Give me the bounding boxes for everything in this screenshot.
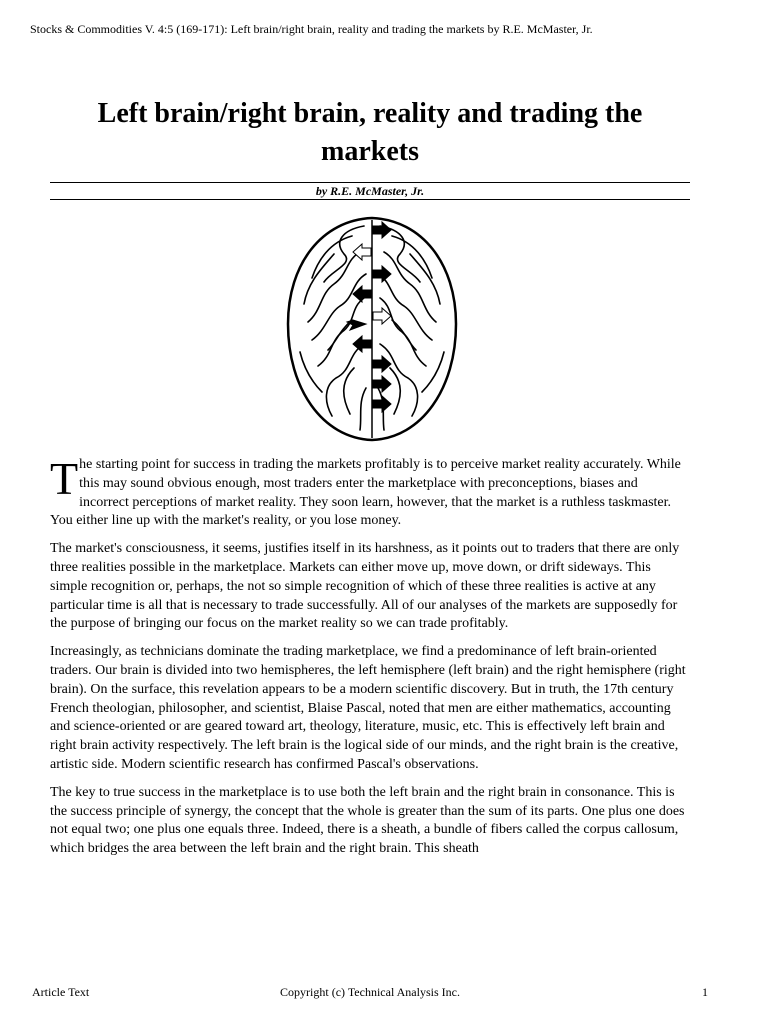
paragraph: The market's consciousness, it seems, justifies itself in its harshness, as it points out to traders that there are only three realities possible in the marketplace. Markets can either move up, move down, or drift sideways. This simple recognition or, perhaps, the not so simple recognition of which of these three realities is active at any particular time is all that is necessary to trade successfully. All of our analyses of the markets are supposedly for the purpose of bringing our focus on the market reality so we can trade profitably. [50, 541, 680, 632]
paragraph: The key to true success in the marketplace is to use both the left brain and the right brain in consonance. This is the success principle of synergy, the concept that the whole is greater than the sum of its parts. One plus one does not equal two; one plus one equals three. Indeed, there is a sheath, a bundle of fibers called the corpus callosum, which bridges the area between the left brain and the right brain. This sheath [50, 784, 685, 857]
title-rule-top [50, 182, 690, 183]
article-title: Left brain/right brain, reality and trading the markets [97, 98, 643, 167]
drop-cap: T [50, 453, 79, 504]
article-byline: by R.E. McMaster, Jr. [315, 184, 425, 198]
paragraph [50, 453, 690, 531]
brain-hemispheres-illustration [282, 212, 462, 444]
paragraph-text: he starting point for success in trading the markets profitably is to perceive market reality accurately. While this may sound obvious enough, most traders enter the marketplace with preconceptions, biases and incorrect perceptions of market reality. They soon learn, however, that the market is a ruthless taskmaster. You either line up with the market's reality, or you lose money. [50, 457, 681, 529]
article-body [50, 453, 690, 868]
title-rule-bottom [50, 199, 690, 200]
running-head: Stocks & Commodities V. 4:5 (169-171): Left brain/right brain, reality and trading the markets by R.E. McMaster, Jr. [30, 22, 593, 36]
paragraph: Increasingly, as technicians dominate the trading marketplace, we find a predominance of left brain-oriented traders. Our brain is divided into two hemispheres, the left hemisphere (left brain) and the right hemisphere (right brain). On the surface, this revelation appears to be a modern scientific discovery. But in truth, the 17th century French theologian, philosopher, and scientist, Blaise Pascal, noted that men are either mathematics, accounting and science-oriented or are geared toward art, theology, literature, music, etc. This is effectively left brain and right brain activity respectively. The left brain is the logical side of our minds, and the right brain is the creative, artistic side. Modern scientific research has confirmed Pascal's observations. [50, 644, 686, 772]
footer-copyright: Copyright (c) Technical Analysis Inc. [280, 985, 460, 999]
footer-section-label: Article Text [32, 985, 90, 999]
footer-page-number: 1 [702, 985, 708, 999]
